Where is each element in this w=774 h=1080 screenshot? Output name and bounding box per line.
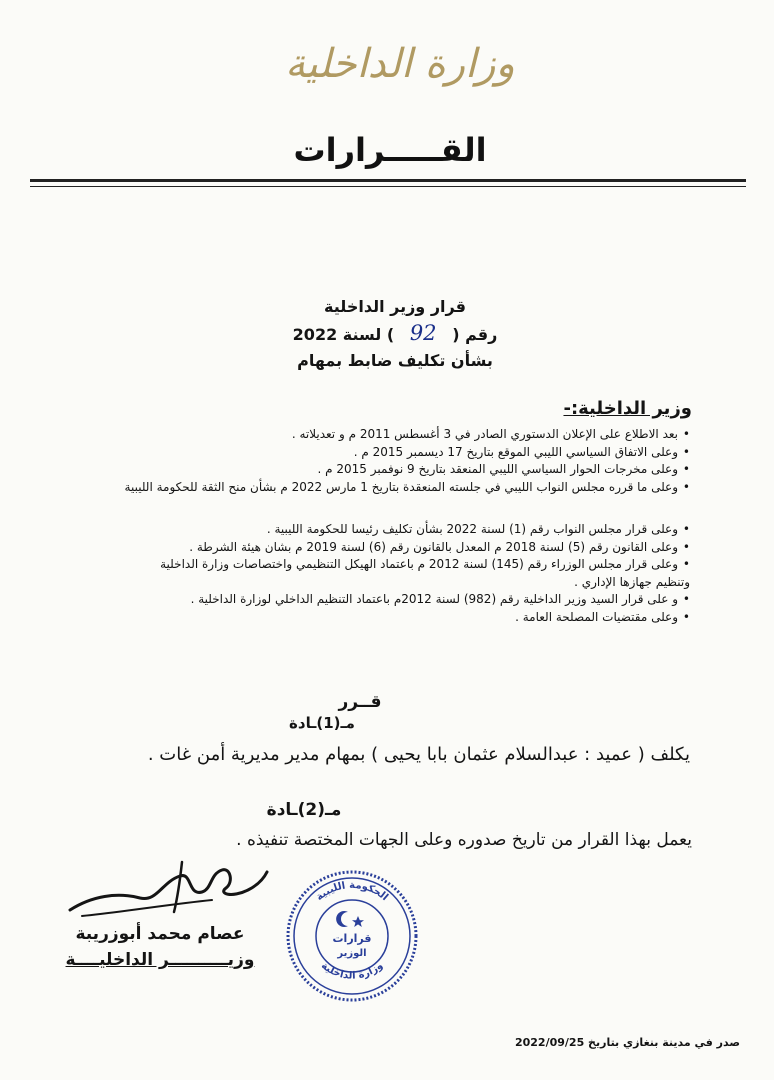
- decision-number-line: [230, 320, 560, 348]
- ministry-logo: وزارة الداخلية: [285, 41, 515, 87]
- decision-number-prefix: رقم (: [452, 325, 498, 344]
- stamp-line1: قرارات: [332, 932, 372, 945]
- header-divider-thick: [30, 179, 746, 182]
- header-divider-thin: [30, 186, 746, 187]
- preamble-item: • بعد الاطلاع على الإعلان الدستوري الصادر في 3 أغسطس 2011 م و تعديلاته .: [90, 426, 690, 444]
- preamble-item: • وعلى مخرجات الحوار السياسي الليبي المنعقد بتاريخ 9 نوفمبر 2015 م .: [90, 461, 690, 479]
- decision-number: 92: [409, 321, 437, 345]
- stamp-line2: الوزير: [337, 948, 367, 959]
- official-stamp: [282, 866, 422, 1006]
- preamble-item-continuation: وتنظيم جهازها الإداري .: [574, 574, 690, 589]
- star-icon: [352, 916, 364, 927]
- decision-subject: بشأن تكليف ضابط بمهام: [297, 351, 493, 370]
- article-1-text: يكلف ( عميد : عبدالسلام عثمان بابا يحيى ) بمهام مدير مديرية أمن غات .: [147, 744, 690, 765]
- section-title: القـــــرارات: [293, 131, 487, 169]
- signer-name: عصام محمد أبوزريبة: [75, 924, 245, 944]
- preamble-list-2: [90, 521, 690, 626]
- stamp-ring-text: الحكومة الليبية: [314, 879, 390, 904]
- article-2-text: يعمل بهذا القرار من تاريخ صدوره وعلى الجهات المختصة تنفيذه .: [236, 830, 692, 850]
- svg-text:وزارة الداخلية: [319, 960, 385, 981]
- issue-place-date: صدر في مدينة بنغازي بتاريخ 2022/09/25: [514, 1036, 740, 1049]
- preamble-item: • وعلى مقتضيات المصلحة العامة .: [90, 609, 690, 627]
- preamble-item: • وعلى قرار مجلس النواب رقم (1) لسنة 2022 بشأن تكليف رئيسا للحكومة الليبية .: [90, 521, 690, 539]
- resolved-label: قــرر: [338, 692, 382, 712]
- preamble-item: • و على قرار السيد وزير الداخلية رقم (982) لسنة 2012م باعتماد التنظيم الداخلي لوزارة الداخلية .: [90, 591, 690, 609]
- signer-title: وزيــــــــــر الداخليــــة: [65, 950, 255, 970]
- decision-title: قرار وزير الداخلية: [324, 297, 466, 316]
- minister-label: وزير الداخلية:-: [563, 398, 692, 419]
- preamble-item: • وعلى القانون رقم (5) لسنة 2018 م المعدل بالقانون رقم (6) لسنة 2019 م بشان هيئة الشرطة .: [90, 539, 690, 557]
- preamble-list-1: [90, 426, 690, 496]
- stamp-bottom-text: وزارة الداخلية: [318, 960, 386, 982]
- article-1-label: مـ(1)ـادة: [289, 714, 355, 732]
- preamble-item: • وعلى قرار مجلس الوزراء رقم (145) لسنة 2012 م باعتماد الهيكل التنظيمي واختصاصات وزارة الداخلية: [90, 556, 690, 574]
- crescent-icon: [336, 911, 348, 927]
- handwritten-signature: [62, 852, 272, 924]
- decision-heading: [230, 294, 560, 374]
- article-2-label: مـ(2)ـادة: [266, 800, 342, 820]
- preamble-item: • وعلى ما قرره مجلس النواب الليبي في جلسته المنعقدة بتاريخ 1 مارس 2022 م بشأن منح الثقة للحكومة الليبية: [90, 479, 690, 497]
- decision-number-suffix: ) لسنة 2022: [292, 325, 395, 344]
- preamble-item: • وعلى الاتفاق السياسي الليبي الموقع بتاريخ 17 ديسمبر 2015 م .: [90, 444, 690, 462]
